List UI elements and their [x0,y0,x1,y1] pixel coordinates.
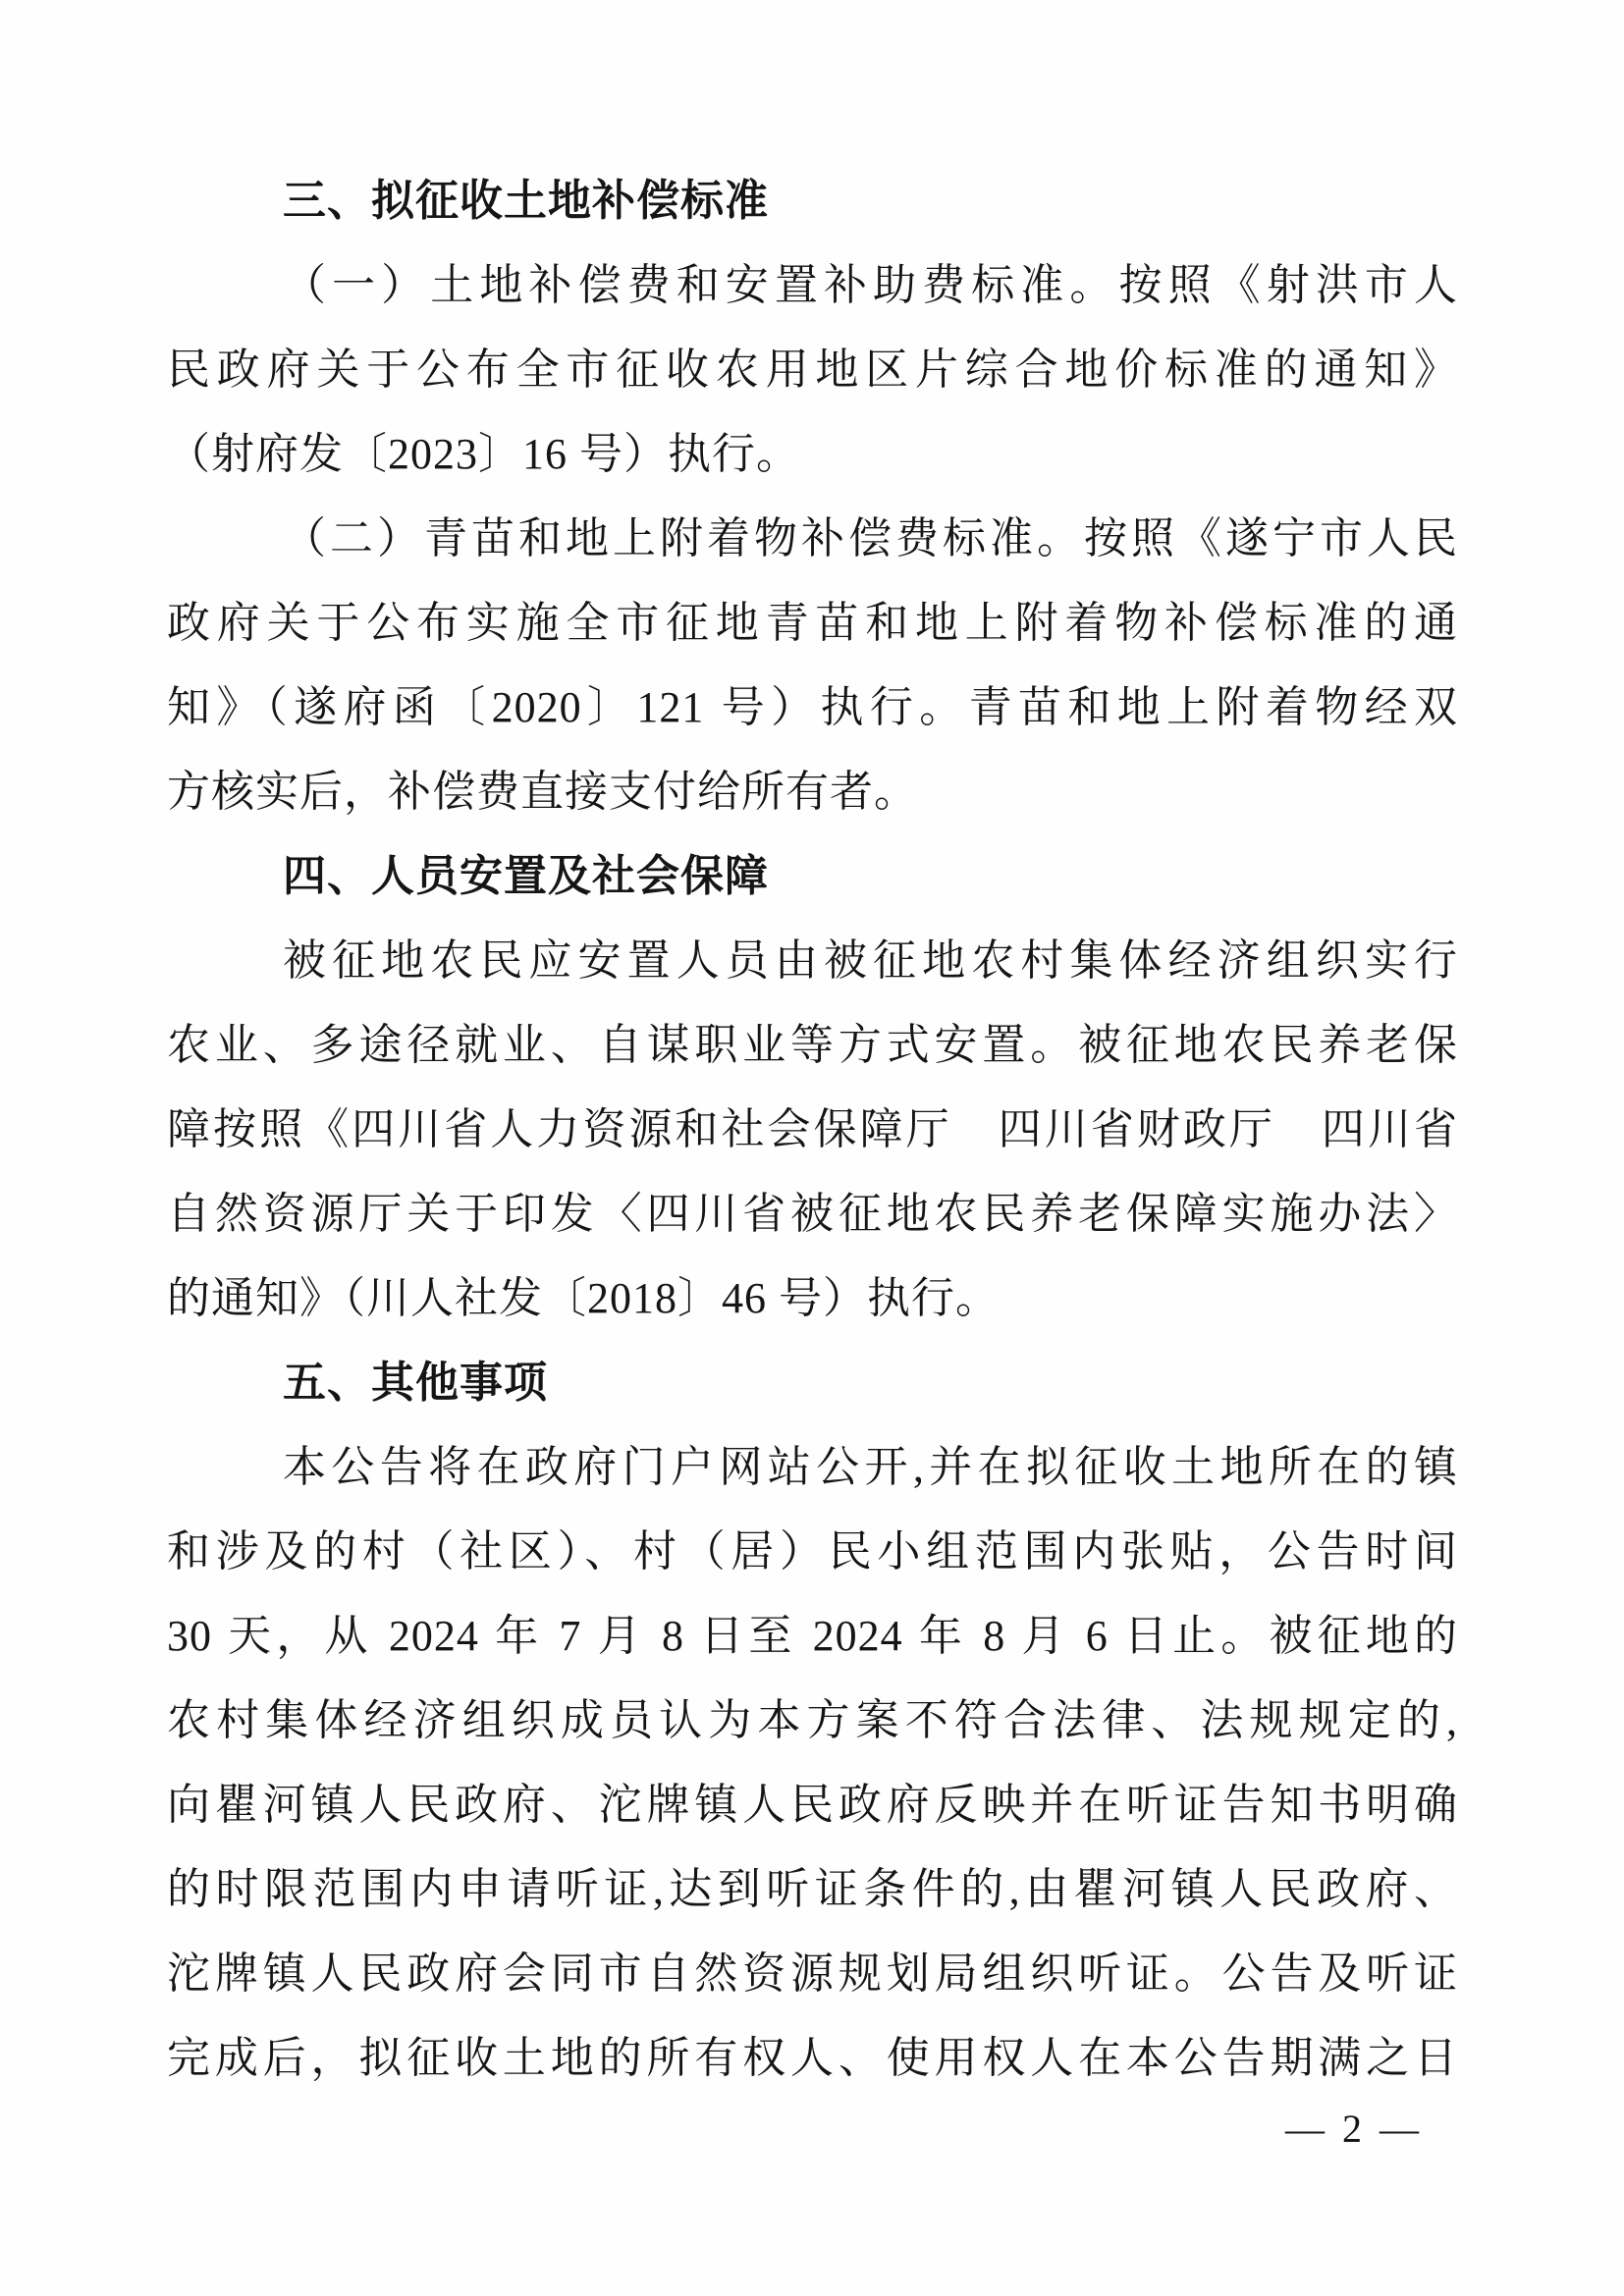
text-line: 沱牌镇人民政府会同市自然资源规划局组织听证。公告及听证 [167,1949,1458,1998]
text-line: 民政府关于公布全市征收农用地区片综合地价标准的通知》 [167,346,1458,394]
text-line: 自然资源厅关于印发〈四川省被征地农民养老保障实施办法〉 [167,1190,1458,1238]
text-line: 方核实后，补偿费直接支付给所有者。 [167,768,918,816]
text-line: 的通知》（川人社发〔2018〕46 号）执行。 [167,1274,1000,1322]
text-line: 被征地农民应安置人员由被征地农村集体经济组织实行 [283,936,1458,985]
text-line: 农业、多途径就业、自谋职业等方式安置。被征地农民养老保 [167,1021,1458,1069]
text-line: 和涉及的村（社区）、村（居）民小组范围内张贴，公告时间 [167,1527,1458,1575]
text-line: 农村集体经济组织成员认为本方案不符合法律、法规规定的, [167,1696,1458,1744]
text-line: 30 天，从 2024 年 7 月 8 日至 2024 年 8 月 6 日止。被征地的 [167,1612,1458,1660]
page-number: — 2 — [1285,2107,1423,2151]
text-line: 的时限范围内申请听证,达到听证条件的,由瞿河镇人民政府、 [167,1865,1458,1913]
section-heading-4: 四、人员安置及社会保障 [283,852,769,900]
text-line: 本公告将在政府门户网站公开,并在拟征收土地所在的镇 [283,1443,1458,1491]
section-heading-5: 五、其他事项 [283,1359,548,1407]
text-line: 向瞿河镇人民政府、沱牌镇人民政府反映并在听证告知书明确 [167,1781,1458,1829]
text-line: （一）土地补偿费和安置补助费标准。按照《射洪市人 [283,261,1458,309]
text-line: （二）青苗和地上附着物补偿费标准。按照《遂宁市人民 [283,514,1458,562]
text-line: 知》（遂府函〔2020〕121 号）执行。青苗和地上附着物经双 [167,683,1458,731]
text-line: （射府发〔2023〕16 号）执行。 [167,430,800,478]
section-heading-3: 三、拟征收土地补偿标准 [283,177,769,225]
text-line: 政府关于公布实施全市征地青苗和地上附着物补偿标准的通 [167,599,1458,647]
text-line: 障按照《四川省人力资源和社会保障厅 四川省财政厅 四川省 [167,1105,1458,1153]
document-body [167,159,1458,2101]
text-line: 完成后，拟征收土地的所有权人、使用权人在本公告期满之日 [167,2034,1458,2082]
